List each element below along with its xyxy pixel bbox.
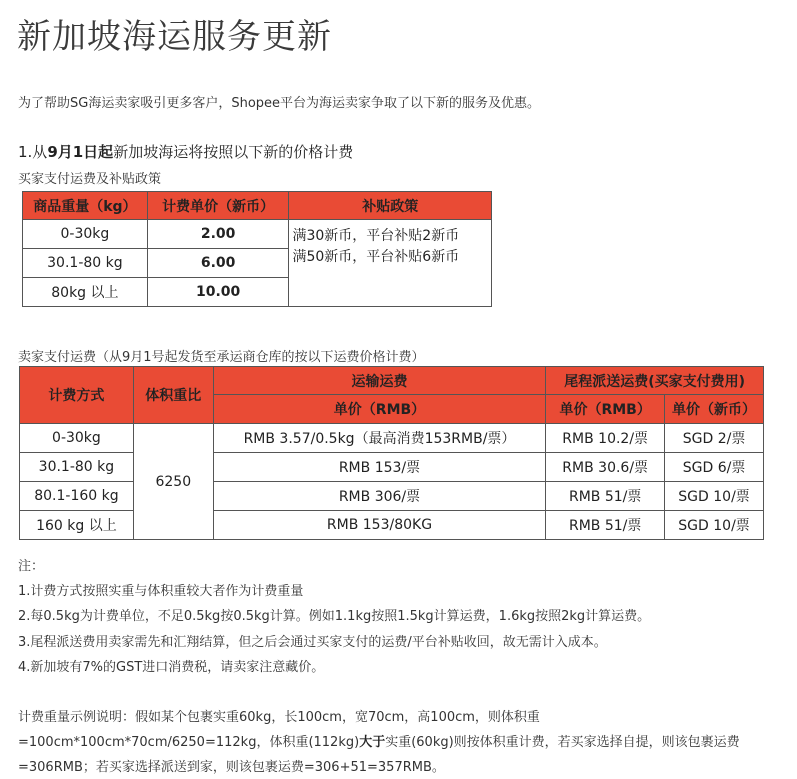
example-line (18, 731, 740, 750)
example-part: =100cm*100cm*70cm/6250=112kg，体积重(112kg) (18, 735, 360, 750)
table1-caption: 买家支付运费及补贴政策 (18, 172, 162, 187)
intro-text: 为了帮助SG海运卖家吸引更多客户，Shopee平台为海运卖家争取了以下新的服务及优惠。 (18, 96, 541, 111)
t2-lastmile-sgd: SGD 6/票 (665, 453, 764, 482)
t2-lastmile-rmb: RMB 10.2/票 (546, 424, 665, 453)
t2-lastmile-rmb: RMB 30.6/票 (546, 453, 665, 482)
page-title: 新加坡海运服务更新 (17, 17, 332, 57)
t1-weight: 30.1-80 kg (23, 249, 148, 278)
t2-transport: RMB 153/80KG (213, 511, 545, 540)
t1-price: 6.00 (147, 249, 289, 278)
t1-price: 2.00 (147, 220, 289, 249)
t2-lastmile-rmb: RMB 51/票 (546, 511, 665, 540)
t2-header-method: 计费方式 (20, 367, 134, 424)
example-line: 计费重量示例说明：假如某个包裹实重60kg，长100cm，宽70cm，高100cm，则体积重 (18, 710, 540, 725)
t1-header-policy: 补贴政策 (289, 192, 492, 220)
t2-method: 160 kg 以上 (20, 511, 134, 540)
t2-method: 0-30kg (20, 424, 134, 453)
t2-lastmile-sgd: SGD 10/票 (665, 482, 764, 511)
t2-lastmile-sgd: SGD 10/票 (665, 511, 764, 540)
table-row (20, 482, 764, 511)
t2-transport: RMB 306/票 (213, 482, 545, 511)
t2-header-lastmile: 尾程派送运费(买家支付费用) (546, 367, 764, 395)
seller-shipping-table (19, 366, 764, 540)
table-row (20, 511, 764, 540)
buyer-shipping-table (22, 191, 492, 307)
section1-prefix: 1.从 (18, 143, 48, 161)
note-item: 1.计费方式按照实重与体积重较大者作为计费重量 (18, 584, 304, 599)
t2-header-transport: 运输运费 (213, 367, 545, 395)
table-row (20, 453, 764, 482)
example-part: 实重(60kg)则按体积重计费，若买家选择自提，则该包裹运费 (385, 735, 740, 750)
example-line: =306RMB；若买家选择派送到家，则该包裹运费=306+51=357RMB。 (18, 760, 445, 775)
table2-caption: 卖家支付运费（从9月1号起发货至承运商仓库的按以下运费价格计费） (18, 350, 425, 365)
t1-header-weight: 商品重量（kg） (23, 192, 148, 220)
t2-lastmile-sgd: SGD 2/票 (665, 424, 764, 453)
t1-header-price: 计费单价（新币） (147, 192, 289, 220)
t2-transport: RMB 3.57/0.5kg（最高消费153RMB/票） (213, 424, 545, 453)
t2-lastmile-rmb: RMB 51/票 (546, 482, 665, 511)
t2-header-unit-rmb-lastmile: 单价（RMB） (546, 395, 665, 424)
section1-suffix: 新加坡海运将按照以下新的价格计费 (113, 143, 354, 161)
note-item: 3.尾程派送费用卖家需先和汇翔结算，但之后会通过买家支付的运费/平台补贴收回，故无需计入成本。 (18, 635, 607, 650)
t1-policy-line: 满50新币，平台补贴6新币 (292, 249, 460, 265)
t1-policy-line: 满30新币，平台补贴2新币 (292, 228, 460, 244)
t2-method: 80.1-160 kg (20, 482, 134, 511)
t2-method: 30.1-80 kg (20, 453, 134, 482)
t2-header-ratio: 体积重比 (133, 367, 213, 424)
t2-transport: RMB 153/票 (213, 453, 545, 482)
table-row (20, 424, 764, 453)
t2-header-unit-sgd: 单价（新币） (665, 395, 764, 424)
t1-price: 10.00 (147, 278, 289, 307)
notes-heading: 注： (18, 559, 45, 574)
example-emphasis: 大于 (359, 735, 386, 750)
section1-heading (18, 141, 353, 162)
t1-policy (289, 220, 492, 307)
note-item: 4.新加坡有7%的GST进口消费税，请卖家注意藏价。 (18, 660, 325, 675)
note-item: 2.每0.5kg为计费单位，不足0.5kg按0.5kg计算。例如1.1kg按照1.5kg计算运费，1.6kg按照2kg计算运费。 (18, 609, 651, 624)
t2-ratio: 6250 (133, 424, 213, 540)
t2-header-unit-rmb: 单价（RMB） (213, 395, 545, 424)
t1-weight: 80kg 以上 (23, 278, 148, 307)
section1-date: 9月1日起 (47, 143, 114, 161)
t1-weight: 0-30kg (23, 220, 148, 249)
table-row (23, 220, 492, 249)
